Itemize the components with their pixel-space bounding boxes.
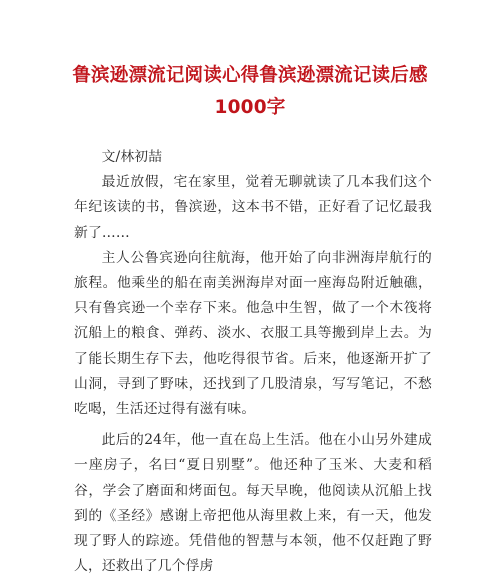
article-title: 鲁滨逊漂流记阅读心得鲁滨逊漂流记读后感1000字 [72,65,428,118]
article-body [74,145,432,579]
paragraph-3: 此后的24年，他一直在岛上生活。他在小山另外建成一座房子，名曰“夏日别墅”。他还种了玉米、大麦和稻谷，学会了磨面和烤面包。每天早晚，他阅读从沉船上找到的《圣经》感谢上帝把他从海里救上来，有一天，他发现了野人的踪迹。凭借他的智慧与本领，他不仅赶跑了野人，还救出了几个俘虏 [74,432,432,575]
paragraph-2: 主人公鲁宾逊向往航海，他开始了向非洲海岸航行的旅程。他乘坐的船在南美洲海岸对面一座海岛附近触礁，只有鲁宾逊一个幸存下来。他急中生智，做了一个木筏将沉船上的粮食、弹药、淡水、衣服工具等搬到岸上去。为了能长期生存下去，他吃得很节省。后来，他逐渐开扩了山洞，寻到了野味，还找到了几股清泉，写写笔记，不愁吃喝，生活还过得有滋有味。 [74,249,432,418]
paragraph-1: 最近放假，宅在家里，觉着无聊就读了几本我们这个年纪该读的书，鲁滨逊，这本书不错，正好看了记忆最我新了…… [74,174,432,241]
author-line: 文/林初喆 [101,149,163,165]
